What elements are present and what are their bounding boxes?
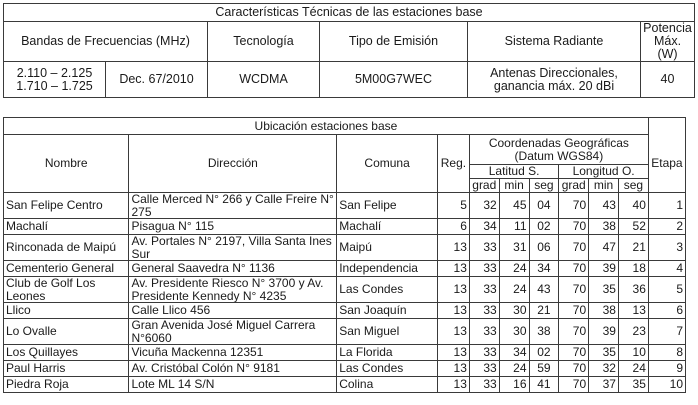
table-row	[4, 235, 686, 261]
lon-grad: 70	[559, 235, 589, 261]
lon-min: 35	[589, 345, 619, 361]
header-nombre: Nombre	[4, 135, 129, 193]
table-row	[4, 361, 686, 377]
lon-min: 37	[589, 377, 619, 393]
lon-seg: 18	[618, 261, 648, 277]
lon-grad: 70	[559, 345, 589, 361]
station-name: Los Quillayes	[4, 345, 129, 361]
station-etapa: 8	[648, 345, 685, 361]
station-etapa: 6	[648, 303, 685, 319]
station-address: Av. Portales N° 2197, Villa Santa Ines Sur	[129, 235, 337, 261]
lon-min: 35	[589, 277, 619, 303]
etapa-header-top	[648, 118, 685, 135]
bands-line2: 1.710 – 1.725	[16, 78, 93, 93]
technology-cell: WCDMA	[208, 62, 320, 98]
lon-seg: 21	[618, 235, 648, 261]
station-etapa: 9	[648, 361, 685, 377]
lat-grad: 33	[469, 235, 499, 261]
power-cell: 40	[641, 62, 695, 98]
lat-seg: 04	[529, 193, 559, 219]
lon-seg: 24	[618, 361, 648, 377]
lon-grad: 70	[559, 377, 589, 393]
station-etapa: 5	[648, 277, 685, 303]
header-etapa: Etapa	[648, 135, 685, 193]
table-row	[4, 219, 686, 235]
header-emission: Tipo de Emisión	[320, 22, 468, 62]
lon-min: 38	[589, 303, 619, 319]
station-name: Llico	[4, 303, 129, 319]
station-region: 6	[438, 219, 470, 235]
header-lon-min: min	[589, 179, 619, 193]
station-comuna: Independencia	[337, 261, 438, 277]
header-coordinates: Coordenadas Geográficas (Datum WGS84)	[469, 135, 648, 165]
station-region: 13	[438, 345, 470, 361]
lon-seg: 35	[618, 377, 648, 393]
header-comuna: Comuna	[337, 135, 438, 193]
lat-min: 24	[499, 277, 529, 303]
lat-min: 30	[499, 319, 529, 345]
station-comuna: La Florida	[337, 345, 438, 361]
table1-title: Características Técnicas de las estaciones base	[4, 4, 695, 22]
lat-min: 11	[499, 219, 529, 235]
station-name: Club de Golf Los Leones	[4, 277, 129, 303]
lat-min: 30	[499, 303, 529, 319]
station-comuna: San Miguel	[337, 319, 438, 345]
station-region: 13	[438, 377, 470, 393]
bands-cell	[4, 62, 106, 98]
station-address: Gran Avenida José Miguel Carrera N°6060	[129, 319, 337, 345]
lat-grad: 34	[469, 219, 499, 235]
station-region: 13	[438, 235, 470, 261]
lat-min: 34	[499, 345, 529, 361]
header-direccion: Dirección	[129, 135, 337, 193]
lat-grad: 33	[469, 303, 499, 319]
lon-min: 39	[589, 319, 619, 345]
lat-seg: 02	[529, 345, 559, 361]
lon-seg: 52	[618, 219, 648, 235]
station-name: San Felipe Centro	[4, 193, 129, 219]
lon-seg: 40	[618, 193, 648, 219]
lat-grad: 33	[469, 345, 499, 361]
lon-min: 32	[589, 361, 619, 377]
lat-grad: 33	[469, 261, 499, 277]
station-region: 13	[438, 277, 470, 303]
lat-seg: 06	[529, 235, 559, 261]
lat-min: 31	[499, 235, 529, 261]
lon-min: 43	[589, 193, 619, 219]
table-row	[4, 345, 686, 361]
lon-grad: 70	[559, 361, 589, 377]
station-region: 5	[438, 193, 470, 219]
table-row	[4, 261, 686, 277]
lat-min: 24	[499, 361, 529, 377]
station-address: Pisagua N° 115	[129, 219, 337, 235]
header-lon-grad: grad	[559, 179, 589, 193]
lon-seg: 23	[618, 319, 648, 345]
header-lon-seg: seg	[618, 179, 648, 193]
lat-grad: 33	[469, 277, 499, 303]
header-latitud: Latitud S.	[469, 165, 558, 179]
table-row	[4, 303, 686, 319]
lon-min: 38	[589, 219, 619, 235]
header-reg: Reg.	[438, 135, 470, 193]
emission-cell: 5M00G7WEC	[320, 62, 468, 98]
table-row	[4, 319, 686, 345]
station-etapa: 3	[648, 235, 685, 261]
station-etapa: 7	[648, 319, 685, 345]
station-comuna: Las Condes	[337, 361, 438, 377]
station-etapa: 4	[648, 261, 685, 277]
station-region: 13	[438, 361, 470, 377]
station-name: Rinconada de Maipú	[4, 235, 129, 261]
lat-min: 45	[499, 193, 529, 219]
technical-characteristics-table	[3, 3, 695, 98]
station-comuna: Colina	[337, 377, 438, 393]
station-comuna: San Joaquín	[337, 303, 438, 319]
header-lat-min: min	[499, 179, 529, 193]
lon-seg: 13	[618, 303, 648, 319]
lon-grad: 70	[559, 319, 589, 345]
station-address: Av. Cristóbal Colón N° 9181	[129, 361, 337, 377]
station-name: Paul Harris	[4, 361, 129, 377]
lat-seg: 34	[529, 261, 559, 277]
header-max-power: Potencia Máx. (W)	[641, 22, 695, 62]
station-name: Lo Ovalle	[4, 319, 129, 345]
station-etapa: 10	[648, 377, 685, 393]
lon-grad: 70	[559, 277, 589, 303]
lon-min: 39	[589, 261, 619, 277]
radiant-cell: Antenas Direccionales, ganancia máx. 20 dBi	[468, 62, 641, 98]
lon-min: 47	[589, 235, 619, 261]
lon-seg: 36	[618, 277, 648, 303]
lon-grad: 70	[559, 193, 589, 219]
station-region: 13	[438, 303, 470, 319]
station-region: 13	[438, 319, 470, 345]
lat-min: 24	[499, 261, 529, 277]
header-bands: Bandas de Frecuencias (MHz)	[4, 22, 208, 62]
lat-seg: 02	[529, 219, 559, 235]
station-rows	[4, 193, 686, 393]
header-radiant-system: Sistema Radiante	[468, 22, 641, 62]
station-comuna: Las Condes	[337, 277, 438, 303]
table2-title: Ubicación estaciones base	[4, 118, 649, 135]
station-address: Av. Presidente Riesco N° 3700 y Av. Presidente Kennedy N° 4235	[129, 277, 337, 303]
lat-grad: 33	[469, 361, 499, 377]
lat-seg: 38	[529, 319, 559, 345]
lon-grad: 70	[559, 261, 589, 277]
station-comuna: Machalí	[337, 219, 438, 235]
station-address: Calle Llico 456	[129, 303, 337, 319]
table-row	[4, 377, 686, 393]
header-lat-grad: grad	[469, 179, 499, 193]
station-etapa: 1	[648, 193, 685, 219]
lon-grad: 70	[559, 219, 589, 235]
bands-line1: 2.110 – 2.125	[16, 65, 93, 80]
lon-grad: 70	[559, 303, 589, 319]
station-name: Piedra Roja	[4, 377, 129, 393]
station-address: Vicuña Mackenna 12351	[129, 345, 337, 361]
table-row	[4, 193, 686, 219]
lat-grad: 32	[469, 193, 499, 219]
header-technology: Tecnología	[208, 22, 320, 62]
lat-seg: 59	[529, 361, 559, 377]
base-station-location-table	[3, 117, 686, 393]
station-comuna: San Felipe	[337, 193, 438, 219]
station-name: Cementerio General	[4, 261, 129, 277]
station-name: Machalí	[4, 219, 129, 235]
lat-min: 16	[499, 377, 529, 393]
station-etapa: 2	[648, 219, 685, 235]
station-address: Lote ML 14 S/N	[129, 377, 337, 393]
station-address: General Saavedra N° 1136	[129, 261, 337, 277]
lat-seg: 43	[529, 277, 559, 303]
station-address: Calle Merced N° 266 y Calle Freire N° 275	[129, 193, 337, 219]
station-region: 13	[438, 261, 470, 277]
lat-seg: 21	[529, 303, 559, 319]
decree-cell: Dec. 67/2010	[106, 62, 208, 98]
lat-grad: 33	[469, 377, 499, 393]
lon-seg: 10	[618, 345, 648, 361]
lat-grad: 33	[469, 319, 499, 345]
station-comuna: Maipú	[337, 235, 438, 261]
header-lat-seg: seg	[529, 179, 559, 193]
lat-seg: 41	[529, 377, 559, 393]
header-longitud: Longitud O.	[559, 165, 649, 179]
table-row	[4, 277, 686, 303]
